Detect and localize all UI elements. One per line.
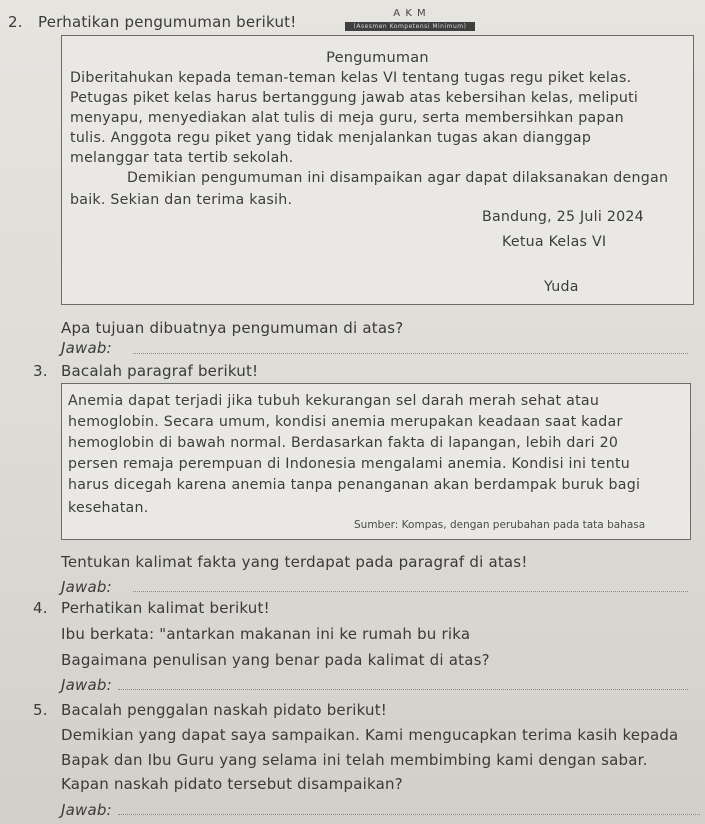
- q2-number: 2.: [8, 13, 23, 31]
- q2-prompt: Perhatikan pengumuman berikut!: [38, 13, 297, 31]
- logo-subtitle: (Asesmen Kompetensi Minimum): [353, 23, 467, 30]
- paragraph-line: Anemia dapat terjadi jika tubuh kekurangan sel darah merah sehat atau: [68, 393, 600, 409]
- announcement-line: menyapu, menyediakan alat tulis di meja guru, serta membersihkan papan: [70, 110, 624, 126]
- paragraph-line: persen remaja perempuan di Indonesia mengalami anemia. Kondisi ini tentu: [68, 456, 630, 472]
- q3-prompt: Bacalah paragraf berikut!: [61, 362, 259, 380]
- q5-question: Kapan naskah pidato tersebut disampaikan?: [61, 775, 403, 793]
- announcement-line: baik. Sekian dan terima kasih.: [70, 192, 293, 208]
- q5-answer-line[interactable]: [118, 814, 700, 815]
- q5-answer-label: Jawab:: [61, 801, 112, 819]
- q4-sentence: Ibu berkata: "antarkan makanan ini ke rumah bu rika: [61, 625, 471, 643]
- paragraph-line: hemoglobin di bawah normal. Berdasarkan fakta di lapangan, lebih dari 20: [68, 435, 619, 451]
- announcement-place-date: Bandung, 25 Juli 2024: [482, 209, 644, 225]
- paragraph-source: Sumber: Kompas, dengan perubahan pada tata bahasa: [354, 519, 646, 531]
- paragraph-line: harus dicegah karena anemia tanpa penanganan akan berdampak buruk bagi: [68, 477, 641, 493]
- q2-question: Apa tujuan dibuatnya pengumuman di atas?: [61, 319, 404, 337]
- paragraph-box: [61, 383, 691, 540]
- q2-answer-label: Jawab:: [61, 339, 112, 357]
- q2-answer-line[interactable]: [133, 353, 688, 354]
- logo-title: A K M: [393, 8, 427, 19]
- announcement-position: Ketua Kelas VI: [502, 234, 607, 250]
- akm-logo: [345, 8, 475, 34]
- paragraph-line: kesehatan.: [68, 500, 149, 516]
- announcement-line: melanggar tata tertib sekolah.: [70, 150, 294, 166]
- q4-answer-label: Jawab:: [61, 676, 112, 694]
- q4-number: 4.: [33, 599, 48, 617]
- announcement-box: [61, 35, 694, 305]
- q3-answer-line[interactable]: [133, 591, 688, 592]
- announcement-signer: Yuda: [544, 279, 579, 295]
- q5-line: Bapak dan Ibu Guru yang selama ini telah membimbing kami dengan sabar.: [61, 751, 648, 769]
- q4-prompt: Perhatikan kalimat berikut!: [61, 599, 270, 617]
- logo-bar: [345, 22, 475, 31]
- q3-number: 3.: [33, 362, 48, 380]
- paragraph-line: hemoglobin. Secara umum, kondisi anemia merupakan keadaan saat kadar: [68, 414, 623, 430]
- announcement-line: tulis. Anggota regu piket yang tidak menjalankan tugas akan dianggap: [70, 130, 592, 146]
- q3-question: Tentukan kalimat fakta yang terdapat pada paragraf di atas!: [61, 553, 528, 571]
- q3-answer-label: Jawab:: [61, 578, 112, 596]
- announcement-title: Pengumuman: [326, 50, 429, 66]
- q4-question: Bagaimana penulisan yang benar pada kalimat di atas?: [61, 651, 490, 669]
- q5-line: Demikian yang dapat saya sampaikan. Kami mengucapkan terima kasih kepada: [61, 726, 679, 744]
- q5-prompt: Bacalah penggalan naskah pidato berikut!: [61, 701, 388, 719]
- announcement-line: Petugas piket kelas harus bertanggung jawab atas kebersihan kelas, meliputi: [70, 90, 639, 106]
- announcement-line: Demikian pengumuman ini disampaikan agar dapat dilaksanakan dengan: [127, 170, 669, 186]
- q5-number: 5.: [33, 701, 48, 719]
- announcement-line: Diberitahukan kepada teman-teman kelas VI tentang tugas regu piket kelas.: [70, 70, 632, 86]
- q4-answer-line[interactable]: [118, 689, 688, 690]
